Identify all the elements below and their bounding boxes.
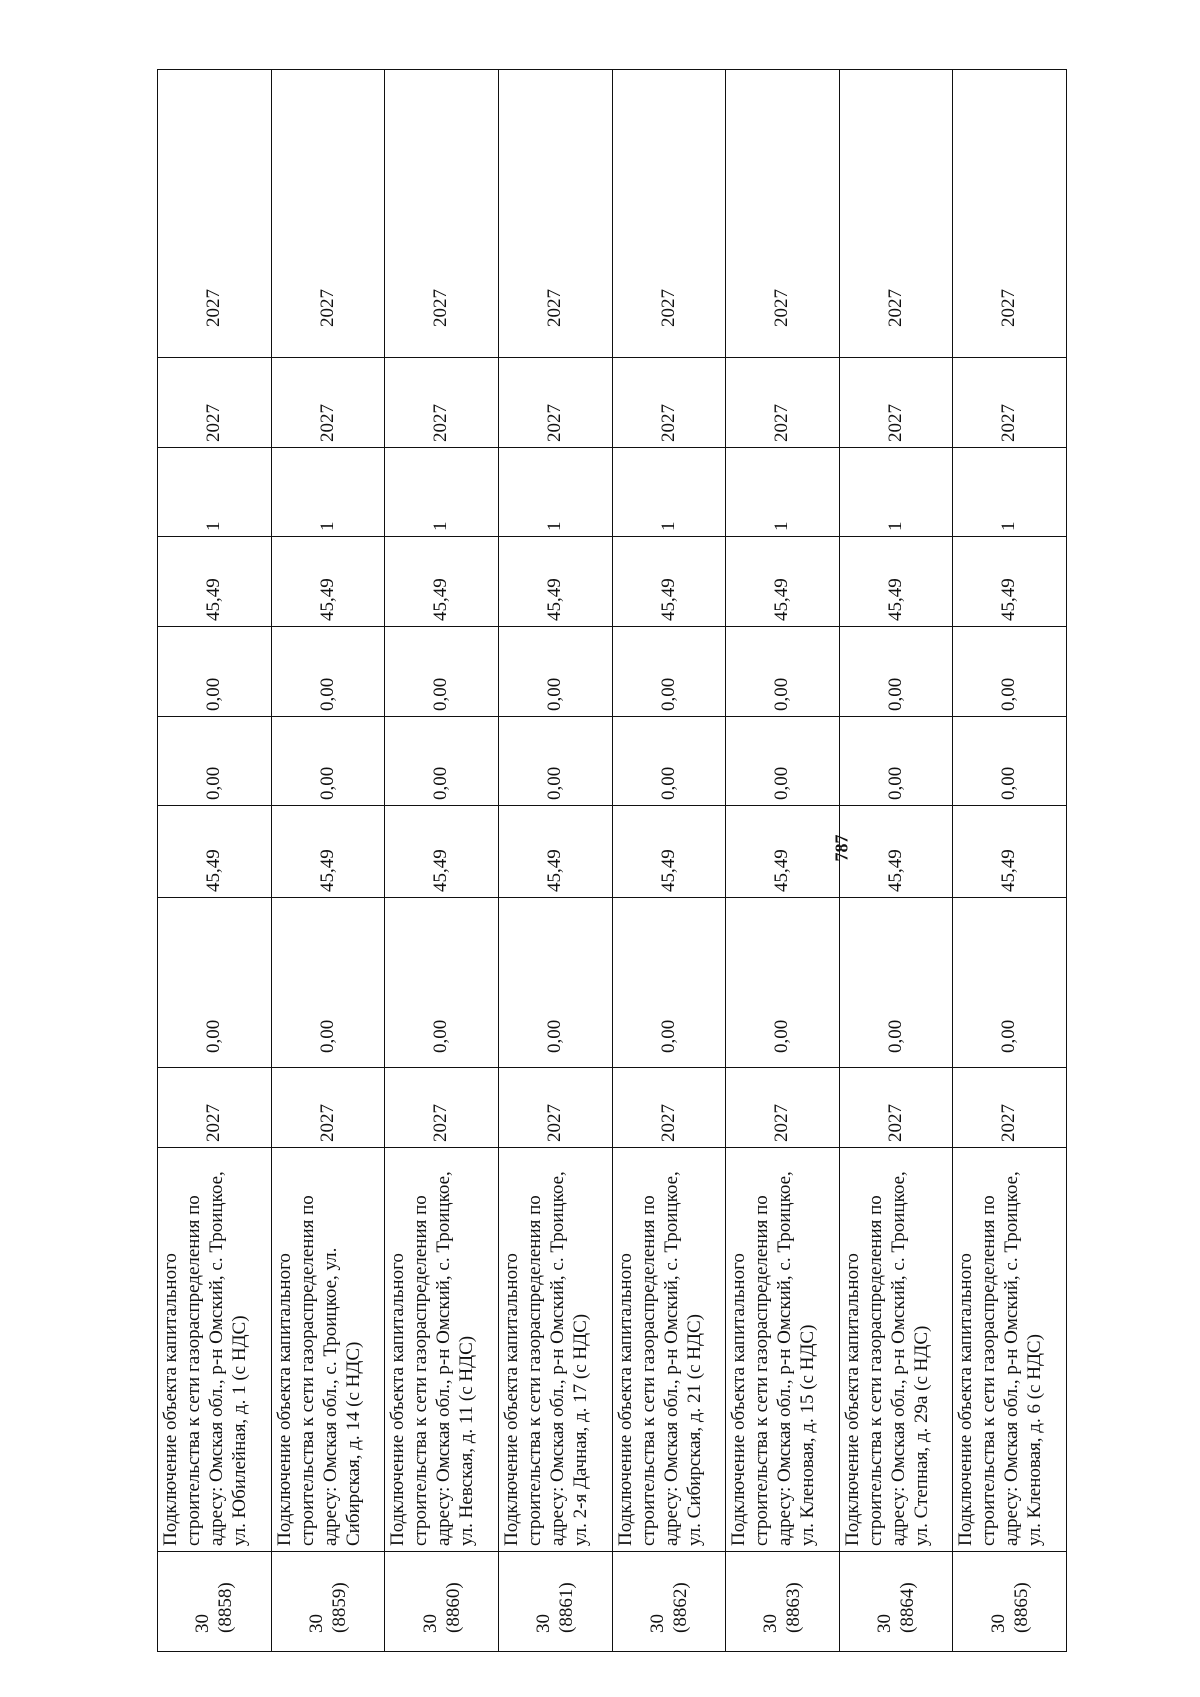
row-index: 30: [760, 1614, 782, 1633]
row-description: Подключение объекта капитального строительства к сети газораспределения по адресу: Омская обл., р-н Омский, с. Троицкое, ул. Сибирская, д. 21 (с НДС): [612, 1148, 726, 1552]
row-value-5: 45,49: [953, 537, 1067, 627]
row-end-year: 2027: [612, 70, 726, 358]
row-index: 30: [987, 1614, 1009, 1633]
row-value-3: 0,00: [271, 717, 385, 806]
row-value-5: 45,49: [158, 537, 272, 627]
row-count: 1: [726, 448, 840, 537]
row-value-1: 0,00: [839, 898, 953, 1068]
row-year: 2027: [385, 1068, 499, 1148]
row-number: [498, 1552, 612, 1652]
row-end-year: 2027: [953, 70, 1067, 358]
table-row: [953, 70, 1067, 1652]
table-row: [158, 70, 272, 1652]
row-value-4: 0,00: [271, 627, 385, 717]
row-value-5: 45,49: [385, 537, 499, 627]
row-code: (8859): [328, 1582, 350, 1633]
table-row: [271, 70, 385, 1652]
row-end-year: 2027: [726, 70, 840, 358]
row-value-2: 45,49: [271, 806, 385, 898]
row-index: 30: [646, 1614, 668, 1633]
row-index: 30: [419, 1614, 441, 1633]
rotated-table-container: [157, 70, 1067, 1652]
table-body: [158, 70, 1067, 1652]
table-row: [385, 70, 499, 1652]
table-row: [498, 70, 612, 1652]
row-year: 2027: [271, 1068, 385, 1148]
row-value-2: 45,49: [158, 806, 272, 898]
row-value-5: 45,49: [839, 537, 953, 627]
row-value-2: 45,49: [612, 806, 726, 898]
row-code: (8863): [783, 1582, 805, 1633]
row-index: 30: [533, 1614, 555, 1633]
row-value-3: 0,00: [158, 717, 272, 806]
row-value-2: 45,49: [498, 806, 612, 898]
row-start-year: 2027: [612, 358, 726, 448]
row-description: Подключение объекта капитального строительства к сети газораспределения по адресу: Омская обл., с. Троицкое, ул. Сибирская, д. 14 (с НДС): [271, 1148, 385, 1552]
row-number: [271, 1552, 385, 1652]
row-value-1: 0,00: [385, 898, 499, 1068]
row-description: Подключение объекта капитального строительства к сети газораспределения по адресу: Омская обл., р-н Омский, с. Троицкое, ул. Невская, д. 11 (с НДС): [385, 1148, 499, 1552]
row-value-2: 45,49: [726, 806, 840, 898]
row-code: (8860): [442, 1582, 464, 1633]
row-count: 1: [385, 448, 499, 537]
row-code: (8865): [1010, 1582, 1032, 1633]
row-number: [612, 1552, 726, 1652]
row-count: 1: [953, 448, 1067, 537]
row-code: (8858): [215, 1582, 237, 1633]
row-start-year: 2027: [726, 358, 840, 448]
row-year: 2027: [612, 1068, 726, 1148]
row-start-year: 2027: [385, 358, 499, 448]
row-value-1: 0,00: [726, 898, 840, 1068]
row-end-year: 2027: [271, 70, 385, 358]
row-year: 2027: [953, 1068, 1067, 1148]
row-value-3: 0,00: [953, 717, 1067, 806]
row-value-3: 0,00: [498, 717, 612, 806]
row-start-year: 2027: [158, 358, 272, 448]
row-index: 30: [305, 1614, 327, 1633]
row-description: Подключение объекта капитального строительства к сети газораспределения по адресу: Омская обл., р-н Омский, с. Троицкое, ул. Кленовая, д. 6 (с НДС): [953, 1148, 1067, 1552]
row-value-4: 0,00: [612, 627, 726, 717]
row-end-year: 2027: [839, 70, 953, 358]
row-count: 1: [839, 448, 953, 537]
row-value-4: 0,00: [953, 627, 1067, 717]
row-index: 30: [192, 1614, 214, 1633]
row-value-3: 0,00: [726, 717, 840, 806]
row-end-year: 2027: [385, 70, 499, 358]
row-year: 2027: [839, 1068, 953, 1148]
row-start-year: 2027: [271, 358, 385, 448]
row-code: (8861): [556, 1582, 578, 1633]
table-row: [612, 70, 726, 1652]
row-code: (8864): [897, 1582, 919, 1633]
row-code: (8862): [669, 1582, 691, 1633]
row-value-2: 45,49: [385, 806, 499, 898]
row-value-5: 45,49: [271, 537, 385, 627]
row-start-year: 2027: [498, 358, 612, 448]
row-value-3: 0,00: [839, 717, 953, 806]
row-end-year: 2027: [498, 70, 612, 358]
row-value-4: 0,00: [839, 627, 953, 717]
investment-table: [157, 69, 1067, 1652]
row-value-5: 45,49: [726, 537, 840, 627]
row-number: [726, 1552, 840, 1652]
row-value-2: 45,49: [953, 806, 1067, 898]
row-number: [953, 1552, 1067, 1652]
row-description: Подключение объекта капитального строительства к сети газораспределения по адресу: Омская обл., р-н Омский, с. Троицкое, ул. Юбилейная, д. 1 (с НДС): [158, 1148, 272, 1552]
row-end-year: 2027: [158, 70, 272, 358]
row-value-5: 45,49: [612, 537, 726, 627]
row-value-4: 0,00: [158, 627, 272, 717]
row-value-4: 0,00: [498, 627, 612, 717]
row-start-year: 2027: [839, 358, 953, 448]
table-row: [839, 70, 953, 1652]
row-count: 1: [498, 448, 612, 537]
row-index: 30: [874, 1614, 896, 1633]
row-value-1: 0,00: [498, 898, 612, 1068]
row-number: [839, 1552, 953, 1652]
row-count: 1: [158, 448, 272, 537]
row-count: 1: [612, 448, 726, 537]
row-year: 2027: [158, 1068, 272, 1148]
row-description: Подключение объекта капитального строительства к сети газораспределения по адресу: Омская обл., р-н Омский, с. Троицкое, ул. Степная, д. 29а (с НДС): [839, 1148, 953, 1552]
row-description: Подключение объекта капитального строительства к сети газораспределения по адресу: Омская обл., р-н Омский, с. Троицкое, ул. 2-я Дачная, д. 17 (с НДС): [498, 1148, 612, 1552]
row-value-4: 0,00: [726, 627, 840, 717]
row-start-year: 2027: [953, 358, 1067, 448]
row-value-5: 45,49: [498, 537, 612, 627]
row-value-1: 0,00: [271, 898, 385, 1068]
row-description: Подключение объекта капитального строительства к сети газораспределения по адресу: Омская обл., р-н Омский, с. Троицкое, ул. Кленовая, д. 15 (с НДС): [726, 1148, 840, 1552]
row-value-3: 0,00: [612, 717, 726, 806]
row-value-1: 0,00: [158, 898, 272, 1068]
row-value-2: 45,49: [839, 806, 953, 898]
row-value-4: 0,00: [385, 627, 499, 717]
row-count: 1: [271, 448, 385, 537]
row-value-3: 0,00: [385, 717, 499, 806]
row-number: [385, 1552, 499, 1652]
row-year: 2027: [498, 1068, 612, 1148]
page-number: 787: [831, 834, 852, 862]
table-row: [726, 70, 840, 1652]
row-number: [158, 1552, 272, 1652]
row-value-1: 0,00: [612, 898, 726, 1068]
row-value-1: 0,00: [953, 898, 1067, 1068]
row-year: 2027: [726, 1068, 840, 1148]
